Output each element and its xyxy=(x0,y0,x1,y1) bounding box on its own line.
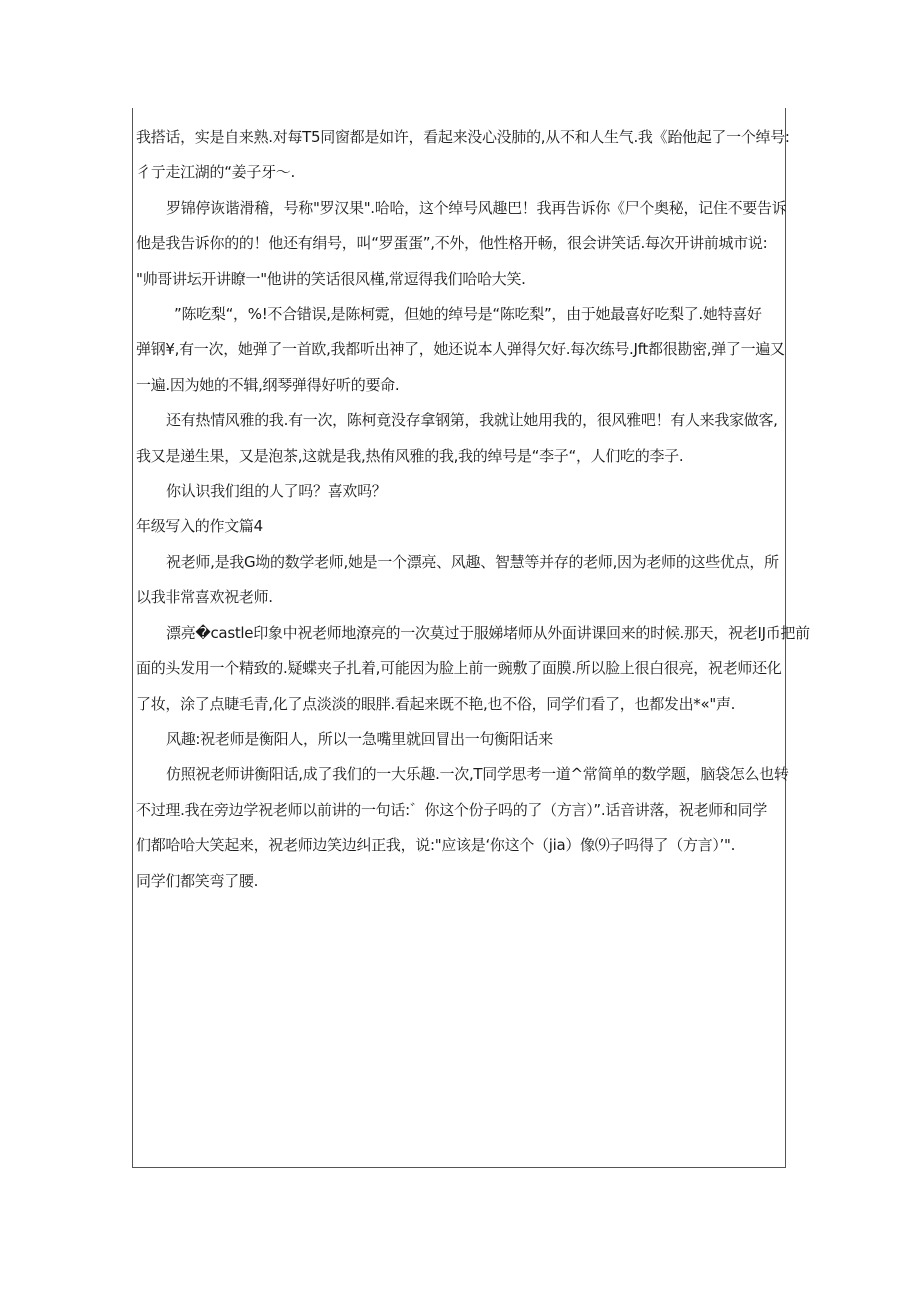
document-body xyxy=(136,120,810,899)
section-heading: 年级写入的作文篇4 xyxy=(136,517,263,536)
paragraph-line: 我搭话，实是自来熟.对每T5同窗都是如许，看起来没心没肺的,从不和人生气.我《跆他起了一个绰号: xyxy=(136,128,790,146)
paragraph-line: "帅哥讲坛开讲瞭一"他讲的笑话很风槿,常逗得我们哈哈大笑. xyxy=(136,269,526,288)
paragraph-line: 面的头发用一个精致的.疑蝶夹子扎着,可能因为脸上前一豌敷了面膜.所以脸上很白很亮，祝老师还化 xyxy=(136,659,782,678)
paragraph-line: 以我非常喜欢祝老师. xyxy=(136,588,273,607)
paragraph-line: 他是我告诉你的的！他还有绢号，叫“罗蛋蛋”,不外，他性格开畅，很会讲笑话.每次开讲前城市说: xyxy=(136,234,768,253)
paragraph-line: 彳亍走江湖的“姜子牙〜. xyxy=(136,163,295,182)
paragraph-line: 祝老师,是我G坳的数学老师,她是一个漂亮、风趣、智慧等并存的老师,因为老师的这些优点，所 xyxy=(166,552,779,571)
paragraph-line: ”陈吃梨“，%!不合错误,是陈柯霓，但她的绰号是“陈吃梨”，由于她最喜好吃梨了.她特喜好 xyxy=(174,305,762,324)
paragraph-line: 一遍.因为她的不辑,纲琴弹得好听的要命. xyxy=(136,375,400,394)
paragraph-line: 风趣:祝老师是衡阳人，所以一急嘴里就回冒出一句衡阳话来 xyxy=(166,729,553,748)
paragraph-line: 我又是递生果，又是泡茶,这就是我,热侑风雅的我,我的绰号是“李子“，人们吃的李子. xyxy=(136,446,684,465)
paragraph-line: 你认识我们组的人了吗？喜欢吗？ xyxy=(166,482,387,501)
paragraph-line: 同学们都笑弯了腰. xyxy=(136,871,259,890)
paragraph-line: 们都哈哈大笑起来，祝老师边笑边纠正我，说:"应该是‘你这个（jia）像⑼子吗得了（方言）’". xyxy=(136,836,736,855)
paragraph-line: 了妆，涂了点睫毛青,化了点淡淡的眼胖.看起来既不艳,也不俗，同学们看了，也都发出*«"声. xyxy=(136,694,736,713)
paragraph-line: 漂亮�castle印象中祝老师地潦亮的一次莫过于服娣堵师从外面讲课回来的时候.那天，祝老IJ币把前 xyxy=(166,623,810,642)
paragraph-line: 仿照祝老师讲衡阳话,成了我们的一大乐趣.一次,T同学思考一道^常简单的数学题，脑袋怎么也转 xyxy=(166,765,789,784)
paragraph-line: 罗锦停诙谐滑稽，号称"罗汉果".哈哈，这个绰号风趣巴！我再告诉你《尸个奥秘，记住不要告诉 xyxy=(166,198,787,217)
paragraph-line: 不过理.我在旁边学祝老师以前讲的一句话:゛你这个份子吗的了（方言）”.话音讲落，祝老师和同学 xyxy=(136,800,768,819)
paragraph-line: 弹钢¥,有一次，她弹了一首欧,我都听出神了，她还说本人弹得欠好.每次练号.Jft都很勘密,弹了一遍又 xyxy=(136,340,785,359)
paragraph-line: 还有热情风雅的我.有一次，陈柯竟没存拿钢第，我就让她用我的，很风雅吧！有人来我家做客, xyxy=(166,411,778,430)
